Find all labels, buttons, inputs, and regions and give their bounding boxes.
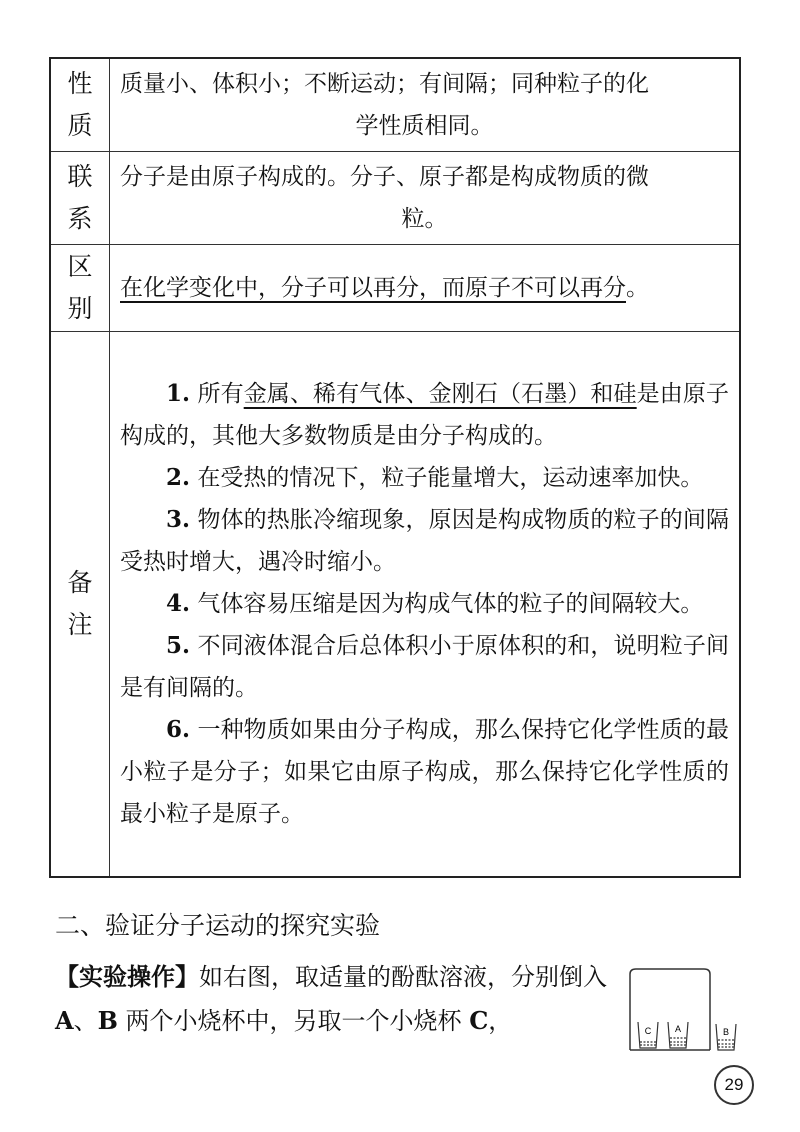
underlined-text: 在化学变化中，分子可以再分，而原子不可以再分 bbox=[120, 275, 626, 301]
note-item-5 bbox=[120, 625, 729, 709]
row-label-notes bbox=[50, 332, 110, 877]
label-char: 联 bbox=[67, 162, 93, 191]
row-label-properties bbox=[50, 58, 110, 152]
label-char: 质 bbox=[67, 111, 93, 140]
note-number: 6. bbox=[166, 715, 191, 743]
note-number: 1. bbox=[166, 379, 191, 407]
note-text: 物体的热胀冷缩现象，原因是构成物质的粒子的间隔受热时增大，遇冷时缩小。 bbox=[120, 506, 730, 575]
label-char: 区 bbox=[67, 252, 93, 281]
paragraph-text: 、 bbox=[73, 1007, 98, 1035]
label-char: 备 bbox=[67, 567, 93, 597]
beaker-experiment-figure bbox=[622, 962, 752, 1056]
paragraph-text: 两个小烧杯中，另取一个小烧杯 bbox=[117, 1007, 470, 1035]
page-number: 29 bbox=[714, 1065, 754, 1105]
note-number: 2. bbox=[166, 463, 191, 491]
label-char: 性 bbox=[67, 69, 93, 98]
note-item-1 bbox=[120, 373, 729, 457]
note-text: 不同液体混合后总体积小于原体积的和，说明粒子间是有间隔的。 bbox=[120, 632, 730, 701]
row-label-relation bbox=[50, 152, 110, 245]
paragraph-text: ， bbox=[488, 1007, 513, 1035]
note-item-6 bbox=[120, 709, 729, 835]
experiment-label: 【实验操作】 bbox=[55, 962, 199, 991]
underlined-text: 金属、稀有气体、金刚石（石墨）和硅 bbox=[243, 380, 637, 407]
beaker-b-ref: B bbox=[97, 1006, 118, 1035]
table-row-notes bbox=[50, 332, 740, 877]
note-text: 一种物质如果由分子构成，那么保持它化学性质的最小粒子是分子；如果它由原子构成，那么保持它化学性质的最小粒子是原子。 bbox=[120, 716, 730, 827]
note-text: 所有 bbox=[197, 380, 244, 407]
table-row-properties bbox=[50, 58, 740, 152]
note-text: 在受热的情况下，粒子能量增大，运动速率加快。 bbox=[197, 464, 704, 491]
row-content-relation bbox=[110, 152, 741, 245]
row-label-difference bbox=[50, 245, 110, 332]
note-item-2 bbox=[120, 457, 729, 499]
note-number: 5. bbox=[166, 631, 191, 659]
row-content-notes bbox=[110, 332, 741, 877]
label-char: 别 bbox=[67, 294, 93, 323]
experiment-paragraph bbox=[55, 955, 615, 1043]
beaker-a-ref: A bbox=[55, 1006, 74, 1035]
note-text: 气体容易压缩是因为构成气体的粒子的间隔较大。 bbox=[197, 590, 704, 617]
table-row-difference bbox=[50, 245, 740, 332]
properties-table bbox=[49, 57, 741, 878]
beaker-label: B bbox=[722, 1027, 730, 1037]
table-row-relation bbox=[50, 152, 740, 245]
note-number: 3. bbox=[166, 505, 191, 533]
note-item-4 bbox=[120, 583, 729, 625]
content-line: 质量小、体积小；不断运动；有间隔；同种粒子的化 bbox=[120, 71, 649, 97]
row-content-properties bbox=[110, 58, 741, 152]
content-line: 分子是由原子构成的。分子、原子都是构成物质的微 bbox=[120, 164, 649, 190]
beaker-label: A bbox=[674, 1024, 682, 1034]
section-title: 二、验证分子运动的探究实验 bbox=[55, 911, 381, 940]
content-line: 学性质相同。 bbox=[355, 113, 494, 139]
punctuation: 。 bbox=[626, 275, 649, 301]
row-content-difference bbox=[110, 245, 741, 332]
beaker-label: C bbox=[644, 1026, 652, 1036]
note-number: 4. bbox=[166, 589, 191, 617]
label-char: 注 bbox=[67, 609, 93, 639]
note-item-3 bbox=[120, 499, 729, 583]
beaker-c-ref: C bbox=[469, 1006, 489, 1035]
paragraph-text: 如右图，取适量的酚酞溶液，分别倒入 bbox=[199, 963, 607, 991]
note-text: 是由原子构成的，其他大多数物质是由分子构成的。 bbox=[120, 380, 730, 449]
label-char: 系 bbox=[67, 204, 93, 233]
content-line: 粒。 bbox=[401, 206, 448, 232]
